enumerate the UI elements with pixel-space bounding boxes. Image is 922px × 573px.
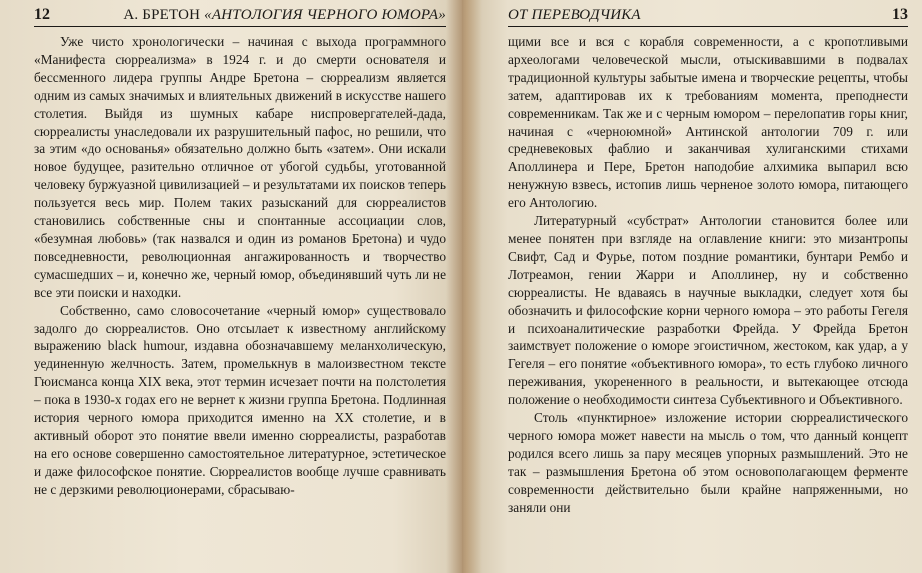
paragraph: Собственно, само словосочетание «черный юмор» существовало задолго до сюрреалистов. Оно отсылает к известному английскому выражению black humour, издавна обозначавшему меланхолическую, уединенную желчность. Затем, промелькнув в малоизвестном тексте Гюисманса конца XIX века, этот термин исчезает почти на полстолетия – пока в 1930-х годах его не вернет к жизни группа Бретона. Подлинная история черного юмора приходится именно на XX столетие, и в активный оборот это понятие ввели именно сюрреалисты, разработав на его основе совершенно самостоятельное литературное, эстетическое и даже философское понятие. Сюрреалистов вообще лучше сравнивать не с дерзкими революционерами, сбрасываю- xyxy=(34,302,446,497)
left-running-head xyxy=(34,6,446,27)
left-page-number: 12 xyxy=(34,6,50,23)
right-running-head xyxy=(508,6,908,27)
paragraph: щими все и вся с корабля современности, а с кропотливыми археологами человеческой мысли, отыскивавшими в подвалах традиционной культуры забытые имена и творческие рецепты, чтобы затем, адаптировав их к требованиям момента, преподнести современникам. Так же и с черным юмором – перелопатив горы книг, начиная с «черноюмной» Антинской антологии 709 г. или средневековых фаблио и заканчивая хулиганскими стихами Аполлинера и Пере, Бретон наподобие алхимика выпарил всю ненужную взвесь, истопив лишь черненое золото юмора, питающего его Антологию. xyxy=(508,34,908,211)
running-head-book-title: «АНТОЛОГИЯ ЧЕРНОГО ЮМОРА» xyxy=(204,7,446,23)
paragraph: Уже чисто хронологически – начиная с выхода программного «Манифеста сюрреализма» в 1924 г. и до смерти основателя и бессменного лидера группы Андре Бретона – сюрреализм является одним из самых значимых и влиятельных движений в искусстве нашего столетия. Выйдя из шумных кабаре ниспровергателей-дада, сюрреалисты унаследовали их разрушительный пафос, но решили, что за этим «до основанья» обязательно должно быть «затем». Они искали новое будущее, разительно отличное от убогой судьбы, уготованной человеку буржуазной цивилизацией – и результатами их поисков теперь пользуется весь мир. Полем таких разысканий для сюрреалистов становились собственные сны и спонтанные ассоциации слов, «безумная любовь» (так назвался и один из романов Бретона) и чудо повседневности, революционная ангажированность и творчество сумасшедших – и, конечно же, черный юмор, объединявший чуть ли не все эти поиски и находки. xyxy=(34,34,446,300)
right-page-text xyxy=(508,33,908,516)
left-page-text xyxy=(34,33,446,499)
running-head-author: А. БРЕТОН xyxy=(123,7,201,23)
left-running-title xyxy=(123,7,446,24)
paragraph: Литературный «субстрат» Антологии становится более или менее понятен при взгляде на оглавление книги: это мизантропы Свифт, Сад и Фурье, потом поздние романтики, бунтари Рембо и Лотреамон, гении Жарри и Аполлинер, ну и собственно сюрреалисты. Не вдаваясь в научные выкладки, следует хотя бы обозначить и философские корни черного юмора – это работы Гегеля и психоаналитические разработки Фрейда. У Фрейда Бретон заимствует положение о юморе эгоистичном, жестоком, как удар, а у Гегеля – его понятие «объективного юмора», то есть глубоко личного переживания, укорененного в реальности, и вытекающее отсюда положение о необходимости синтеза Субъективного и Объективного. xyxy=(508,213,908,408)
right-running-title: ОТ ПЕРЕВОДЧИКА xyxy=(508,7,641,23)
right-page xyxy=(462,0,922,573)
paragraph: Столь «пунктирное» изложение истории сюрреалистического черного юмора может навести на мысль о том, что данный концепт родился всего лишь за пару месяцев упорных размышлений. Это не так – размышления Бретона об этом основополагающем ферменте современности действительно были крайне напряженными, но заняли они xyxy=(508,410,908,515)
right-page-number: 13 xyxy=(892,6,908,23)
